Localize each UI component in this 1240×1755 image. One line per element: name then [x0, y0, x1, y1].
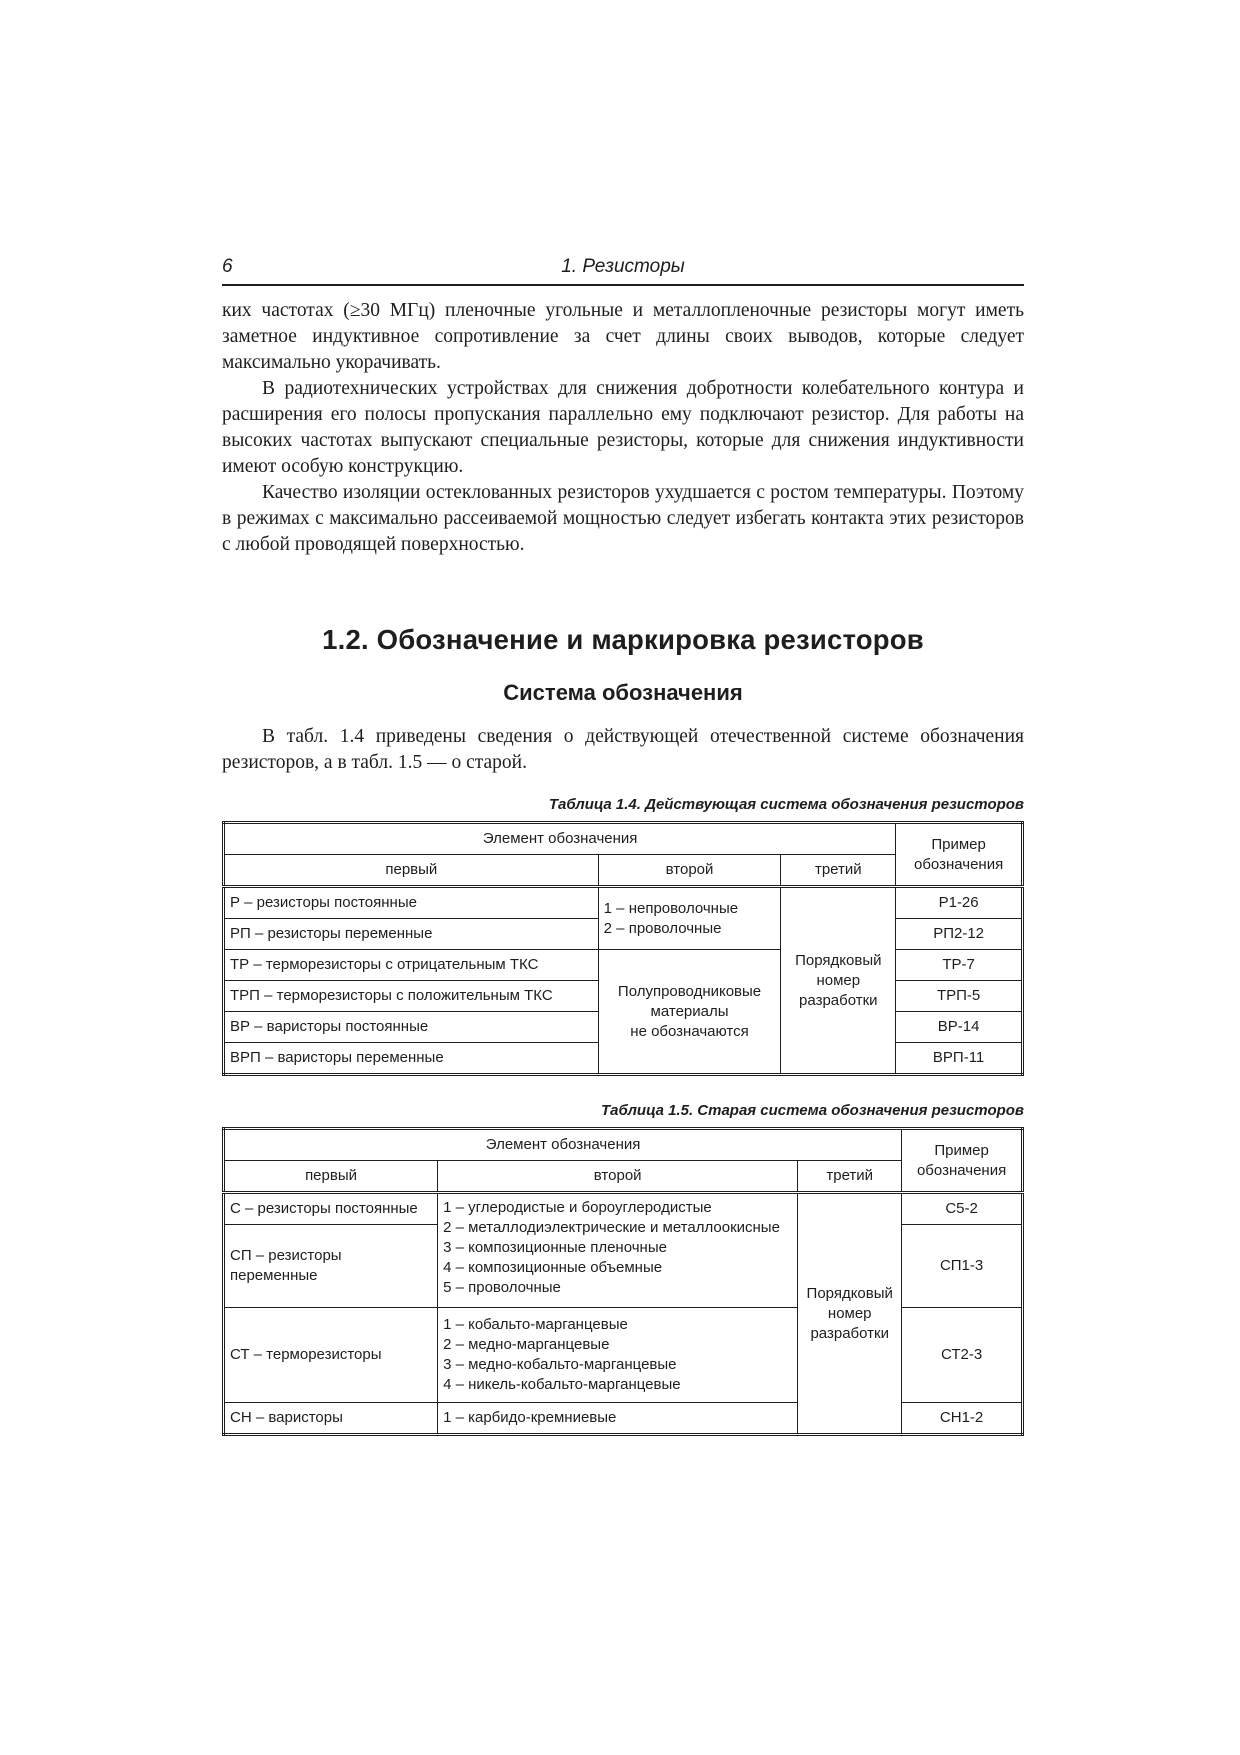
table-1-5-caption: Таблица 1.5. Старая система обозначения резисторов — [601, 1102, 1024, 1119]
cell-first: ТР – терморезисторы с отрицательным ТКС — [224, 950, 599, 981]
cell-third: Порядковый номер разработки — [781, 887, 896, 1075]
cell-first: ВРП – варисторы переменные — [224, 1043, 599, 1075]
header-example: Пример обозначения — [902, 1129, 1023, 1193]
table-row — [224, 1308, 1023, 1403]
table-row — [224, 1403, 1023, 1435]
cell-example: СН1-2 — [902, 1403, 1023, 1435]
header-example: Пример обозначения — [896, 823, 1023, 887]
table-1-4-caption: Таблица 1.4. Действующая система обозначения резисторов — [548, 796, 1024, 813]
col-first: первый — [224, 1161, 438, 1193]
paragraph-1: ких частотах (≥30 МГц) пленочные угольные и металлопленочные резисторы могут иметь заметное индуктивное сопротивление за счет длины своих выводов, которые следует максимально укорачивать. — [222, 300, 1024, 373]
cell-first: СН – варисторы — [224, 1403, 438, 1435]
cell-example: СТ2-3 — [902, 1308, 1023, 1403]
col-second: второй — [438, 1161, 798, 1193]
cell-example: ВРП-11 — [896, 1043, 1023, 1075]
cell-first: СП – резисторы переменные — [224, 1225, 438, 1308]
cell-example: ТР-7 — [896, 950, 1023, 981]
table-1-5 — [222, 1127, 1024, 1436]
cell-first: РП – резисторы переменные — [224, 919, 599, 950]
cell-second-group-a: 1 – непроволочные 2 – проволочные — [598, 887, 781, 950]
paragraph-3: Качество изоляции остеклованных резисторов ухудшается с ростом температуры. Поэтому в режимах с максимально рассеиваемой мощностью следует избегать контакта этих резисторов с любой проводящей поверхностью. — [222, 482, 1024, 555]
cell-second: 1 – карбидо-кремниевые — [438, 1403, 798, 1435]
cell-example: С5-2 — [902, 1193, 1023, 1225]
cell-example: СП1-3 — [902, 1225, 1023, 1308]
cell-third: Порядковый номер разработки — [798, 1193, 902, 1435]
cell-second-group-a: 1 – углеродистые и бороуглеродистые 2 – металлодиэлектрические и металлоокисные 3 – композиционные пленочные 4 – композиционные объемные 5 – проволочные — [438, 1193, 798, 1308]
section-title: 1.2. Обозначение и маркировка резисторов — [322, 624, 924, 655]
header-element: Элемент обозначения — [224, 823, 896, 855]
cell-example: РП2-12 — [896, 919, 1023, 950]
header-element: Элемент обозначения — [224, 1129, 902, 1161]
col-third: третий — [781, 855, 896, 887]
body-text — [222, 298, 1024, 558]
cell-second-group-b: Полупроводниковые материалы не обозначаются — [598, 950, 781, 1075]
col-third: третий — [798, 1161, 902, 1193]
cell-first: ВР – варисторы постоянные — [224, 1012, 599, 1043]
cell-example: ВР-14 — [896, 1012, 1023, 1043]
table-1-4 — [222, 821, 1024, 1076]
subsection-title: Система обозначения — [503, 680, 743, 705]
cell-first: С – резисторы постоянные — [224, 1193, 438, 1225]
paragraph-2: В радиотехнических устройствах для снижения добротности колебательного контура и расширения его полосы пропускания параллельно ему подключают резистор. Для работы на высоких частотах выпускают специальные резисторы, которые для снижения индуктивности имеют особую конструкцию. — [222, 378, 1024, 477]
intro-text — [222, 724, 1024, 776]
running-head — [222, 252, 1024, 286]
page-number: 6 — [222, 256, 233, 277]
table-row — [224, 1193, 1023, 1225]
cell-second: 1 – кобальто-марганцевые 2 – медно-марганцевые 3 – медно-кобальто-марганцевые 4 – никель-кобальто-марганцевые — [438, 1308, 798, 1403]
intro-paragraph: В табл. 1.4 приведены сведения о действующей отечественной системе обозначения резисторов, а в табл. 1.5 — о старой. — [222, 726, 1024, 773]
cell-first: СТ – терморезисторы — [224, 1308, 438, 1403]
cell-first: Р – резисторы постоянные — [224, 887, 599, 919]
cell-example: Р1-26 — [896, 887, 1023, 919]
col-second: второй — [598, 855, 781, 887]
table-row — [224, 950, 1023, 981]
col-first: первый — [224, 855, 599, 887]
cell-example: ТРП-5 — [896, 981, 1023, 1012]
cell-first: ТРП – терморезисторы с положительным ТКС — [224, 981, 599, 1012]
table-row — [224, 887, 1023, 919]
chapter-title: 1. Резисторы — [561, 256, 685, 277]
page-content — [222, 252, 1024, 1436]
